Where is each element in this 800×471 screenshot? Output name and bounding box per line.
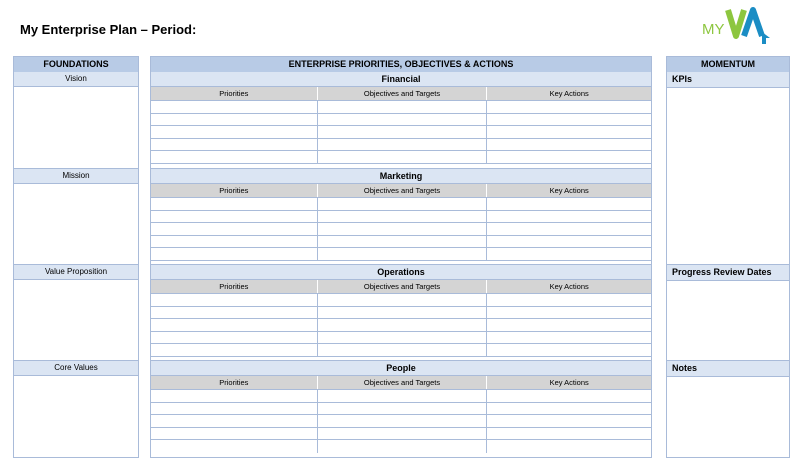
enterprise-panel [150,56,652,458]
mission-text-area[interactable] [14,184,138,265]
momentum-panel [666,56,790,458]
kpis-text-area[interactable] [667,88,789,265]
momentum-section-label: Notes [667,360,789,377]
column-header-key-actions: Key Actions [549,186,589,195]
logo-my-text: MY [702,21,725,38]
foundations-section-label: Vision [14,72,138,87]
entry-grid [151,101,651,164]
foundations-section-mission [14,168,138,264]
key-actions-column[interactable] [487,294,651,357]
momentum-section-progress-review-dates [667,264,789,360]
section-title-operations: Operations [151,264,651,280]
page-title: My Enterprise Plan – Period: [20,22,197,37]
key-actions-column[interactable] [487,198,651,261]
entry-grid [151,390,651,453]
key-actions-column[interactable] [487,101,651,164]
column-header-objectives: Objectives and Targets [318,87,488,100]
priorities-column[interactable] [151,390,318,453]
column-header-objectives: Objectives and Targets [318,376,488,389]
enterprise-section-financial [151,72,651,168]
momentum-section-kpis [667,72,789,264]
foundations-section-core-values [14,360,138,457]
section-title-people: People [151,360,651,376]
section-title-financial: Financial [151,72,651,87]
enterprise-section-operations [151,264,651,360]
objectives-column[interactable] [318,390,488,453]
momentum-section-notes [667,360,789,457]
foundations-section-label: Value Proposition [14,264,138,280]
priorities-column[interactable] [151,101,318,164]
priorities-column[interactable] [151,294,318,357]
vision-text-area[interactable] [14,87,138,168]
column-header-key-actions: Key Actions [549,282,589,291]
column-header-priorities: Priorities [151,87,318,100]
column-header-objectives: Objectives and Targets [318,184,488,197]
column-header-priorities: Priorities [151,376,318,389]
foundations-section-value-proposition [14,264,138,360]
objectives-column[interactable] [318,101,488,164]
foundations-header: FOUNDATIONS [14,57,138,73]
foundations-section-label: Core Values [14,360,138,376]
momentum-section-label: Progress Review Dates [667,264,789,281]
column-header-row [151,184,651,198]
column-header-key-actions: Key Actions [549,89,589,98]
column-header-row [151,376,651,390]
entry-grid [151,198,651,261]
foundations-section-label: Mission [14,168,138,184]
momentum-header: MOMENTUM [667,57,789,73]
column-header-priorities: Priorities [151,184,318,197]
enterprise-section-marketing [151,168,651,264]
priorities-column[interactable] [151,198,318,261]
myva-logo [700,4,780,44]
foundations-section-vision [14,72,138,168]
core-values-text-area[interactable] [14,376,138,458]
section-title-marketing: Marketing [151,168,651,184]
enterprise-section-people [151,360,651,457]
enterprise-header: ENTERPRISE PRIORITIES, OBJECTIVES & ACTIONS [151,57,651,73]
column-header-priorities: Priorities [151,280,318,293]
objectives-column[interactable] [318,294,488,357]
column-header-key-actions: Key Actions [549,378,589,387]
entry-grid [151,294,651,357]
objectives-column[interactable] [318,198,488,261]
notes-text-area[interactable] [667,377,789,459]
momentum-section-label: KPIs [667,72,789,88]
progress-review-dates-text-area[interactable] [667,281,789,362]
value-proposition-text-area[interactable] [14,280,138,361]
foundations-panel [13,56,139,458]
column-header-row [151,280,651,294]
key-actions-column[interactable] [487,390,651,453]
column-header-objectives: Objectives and Targets [318,280,488,293]
column-header-row [151,87,651,101]
